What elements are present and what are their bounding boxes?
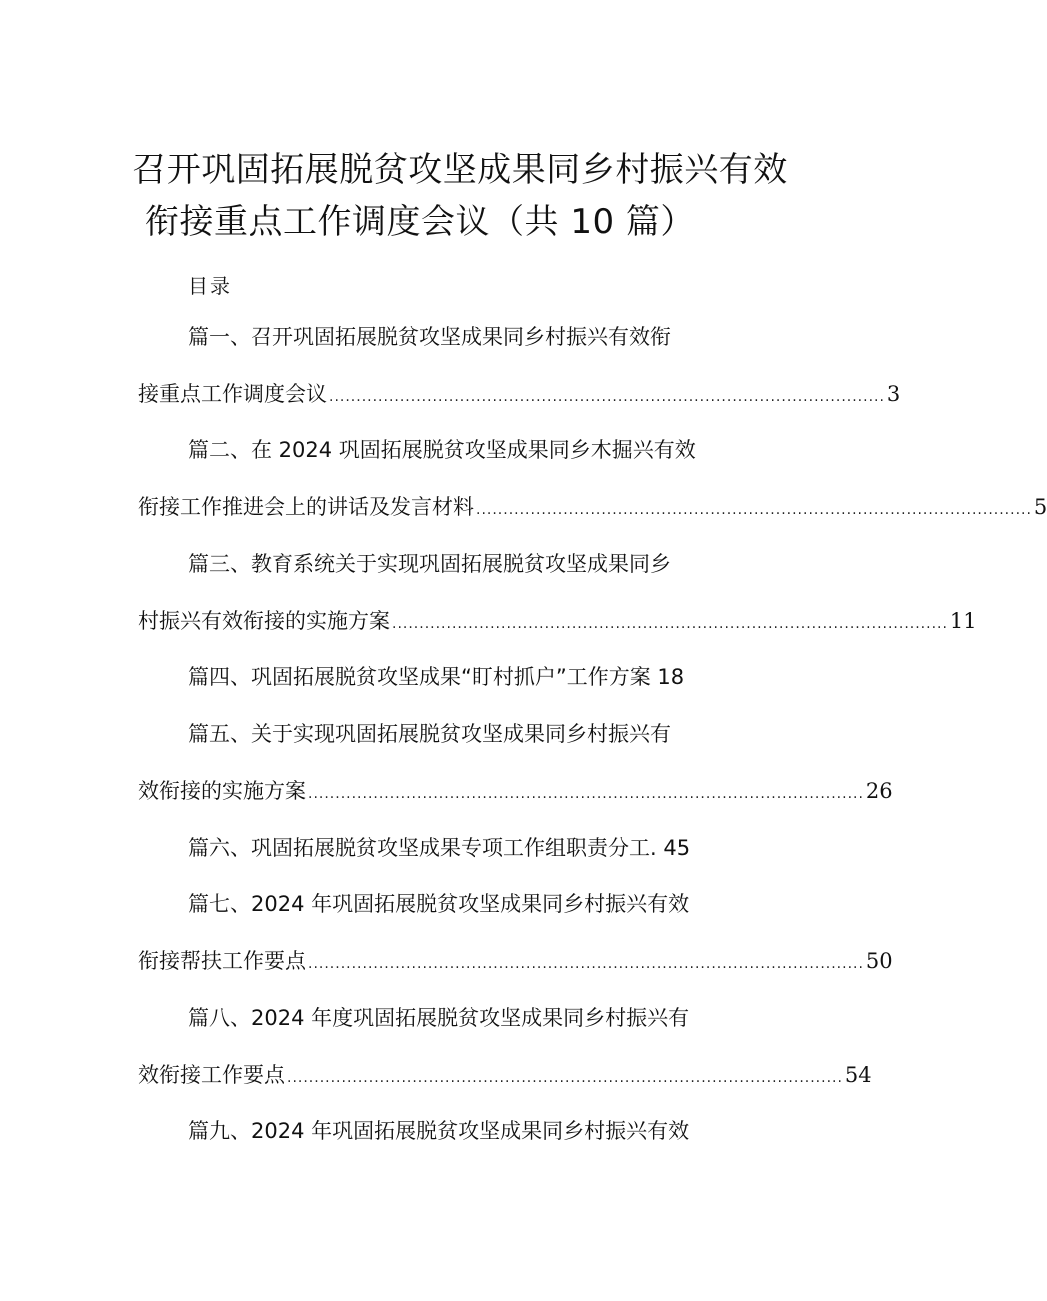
- toc-entry-5-line-1[interactable]: 篇五、关于实现巩固拓展脱贫攻坚成果同乡村振兴有: [188, 722, 671, 746]
- toc-entry-title: 衔接工作推进会上的讲话及发言材料: [138, 495, 474, 519]
- toc-entry-9-line-1[interactable]: 篇九、2024 年巩固拓展脱贫攻坚成果同乡村振兴有效: [188, 1119, 690, 1143]
- toc-entry-title: 效衔接工作要点: [138, 1063, 285, 1087]
- toc-entry-title: 村振兴有效衔接的实施方案: [138, 609, 390, 633]
- toc-entry-3-line-2[interactable]: [138, 606, 977, 639]
- toc-leader-dots: ......................................................................................................: [287, 1070, 843, 1086]
- toc-page-number: 11: [949, 609, 977, 633]
- toc-entry-4[interactable]: 篇四、巩固拓展脱贫攻坚成果“盯村抓户”工作方案 18: [188, 665, 685, 689]
- contents-heading: 目录: [188, 274, 232, 298]
- toc-page-number: 5: [1033, 495, 1047, 519]
- toc-entry-title: 效衔接的实施方案: [138, 779, 306, 803]
- toc-entry-2-line-1[interactable]: 篇二、在 2024 巩固拓展脱贫攻坚成果同乡木掘兴有效: [188, 438, 696, 462]
- toc-leader-dots: ......................................................................................................: [392, 616, 948, 632]
- toc-entry-title: 衔接帮扶工作要点: [138, 949, 306, 973]
- toc-entry-7-line-2[interactable]: [138, 946, 893, 979]
- toc-entry-8-line-1[interactable]: 篇八、2024 年度巩固拓展脱贫攻坚成果同乡村振兴有: [188, 1006, 690, 1030]
- toc-entry-1-line-1[interactable]: 篇一、召开巩固拓展脱贫攻坚成果同乡村振兴有效衔: [188, 325, 671, 349]
- toc-entry-title: 接重点工作调度会议: [138, 382, 327, 406]
- toc-entry-1-line-2[interactable]: [138, 379, 901, 412]
- toc-page-number: 54: [844, 1063, 872, 1087]
- toc-entry-7-line-1[interactable]: 篇七、2024 年巩固拓展脱贫攻坚成果同乡村振兴有效: [188, 892, 690, 916]
- toc-leader-dots: ......................................................................................................: [329, 389, 885, 405]
- toc-page-number: 3: [886, 382, 901, 406]
- document-title-line-2: 衔接重点工作调度会议（共 10 篇）: [145, 202, 695, 242]
- toc-entry-6[interactable]: 篇六、巩固拓展脱贫攻坚成果专项工作组职责分工. 45: [188, 836, 691, 860]
- toc-leader-dots: ......................................................................................................: [308, 956, 864, 972]
- toc-entry-2-line-2[interactable]: [138, 492, 1047, 525]
- toc-entry-5-line-2[interactable]: [138, 776, 893, 809]
- toc-page-number: 50: [865, 949, 893, 973]
- toc-leader-dots: ......................................................................................................: [308, 786, 864, 802]
- toc-leader-dots: ......................................................................................................: [476, 502, 1032, 518]
- toc-entry-8-line-2[interactable]: [138, 1060, 872, 1093]
- document-title-line-1: 召开巩固拓展脱贫攻坚成果同乡村振兴有效: [132, 150, 788, 190]
- toc-entry-3-line-1[interactable]: 篇三、教育系统关于实现巩固拓展脱贫攻坚成果同乡: [188, 552, 671, 576]
- toc-page-number: 26: [865, 779, 893, 803]
